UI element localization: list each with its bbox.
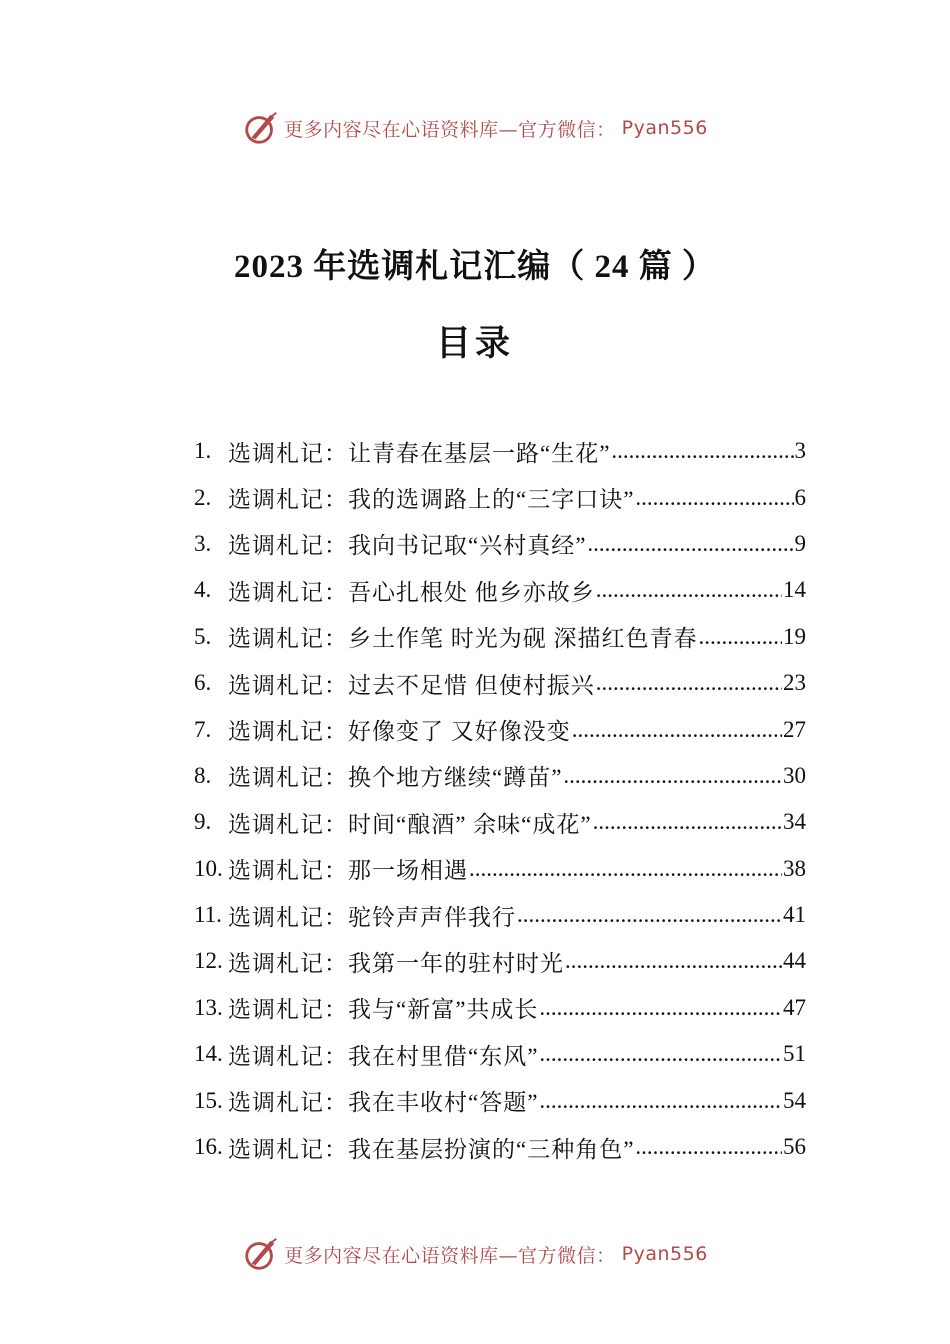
toc-entry-page: 6 xyxy=(794,484,806,510)
toc-entry-page: 14 xyxy=(783,577,806,603)
toc-entry-number: 12. xyxy=(194,948,223,974)
toc-leader-dots xyxy=(611,438,793,464)
toc-entry-number: 3. xyxy=(194,530,212,556)
toc-entry-title: 选调札记：时间“酿酒” 余味“成花” xyxy=(228,811,592,837)
toc-entry-number: 6. xyxy=(194,670,212,696)
toc-entry[interactable] xyxy=(194,614,806,660)
toc-leader-dots xyxy=(517,902,782,928)
toc-leader-dots xyxy=(563,763,782,789)
toc-leader-dots xyxy=(593,809,782,835)
toc-leader-dots xyxy=(596,577,782,603)
toc-entry-title: 选调札记：我与“新富”共成长 xyxy=(228,997,539,1023)
toc-entry[interactable] xyxy=(194,1031,806,1077)
toc-entry-page: 47 xyxy=(783,994,806,1020)
toc-entry[interactable] xyxy=(194,753,806,799)
toc-entry-title: 选调札记：我第一年的驻村时光 xyxy=(228,950,564,976)
toc-entry[interactable] xyxy=(194,1077,806,1123)
toc-entry-title: 选调札记：我在丰收村“答题” xyxy=(228,1090,539,1116)
toc-entry-number: 14. xyxy=(194,1041,223,1067)
toc-entry-number: 15. xyxy=(194,1087,223,1113)
toc-entry-number: 2. xyxy=(194,484,212,510)
toc-entry-title: 选调札记：好像变了 又好像没变 xyxy=(228,719,571,745)
toc-entry[interactable] xyxy=(194,428,806,474)
toc-entry-page: 54 xyxy=(783,1087,806,1113)
toc-entry[interactable] xyxy=(194,474,806,520)
toc-entry-number: 5. xyxy=(194,623,212,649)
toc-leader-dots xyxy=(539,995,782,1021)
toc-entry[interactable] xyxy=(194,846,806,892)
toc-entry-title: 选调札记：乡土作笔 时光为砚 深描红色青春 xyxy=(228,626,698,652)
toc-heading: 目录 xyxy=(435,324,514,363)
toc-entry-title: 选调札记：我向书记取“兴村真经” xyxy=(228,533,587,559)
toc-entry[interactable] xyxy=(194,892,806,938)
toc-leader-dots xyxy=(587,531,793,557)
footer-watermark xyxy=(0,1234,950,1274)
toc-entry[interactable] xyxy=(194,938,806,984)
toc-entry-title: 选调札记：过去不足惜 但使村振兴 xyxy=(228,672,595,698)
toc-entry-page: 30 xyxy=(783,762,806,788)
toc-entry-page: 44 xyxy=(783,948,806,974)
toc-entry-page: 23 xyxy=(783,670,806,696)
toc-entry-page: 41 xyxy=(783,902,806,928)
document-title: 2023 年选调札记汇编（ 24 篇 ） xyxy=(234,249,716,285)
toc-entry-number: 10. xyxy=(194,855,223,881)
header-watermark xyxy=(0,108,950,148)
toc-entry[interactable] xyxy=(194,660,806,706)
quill-pen-logo-icon xyxy=(242,109,280,147)
toc-entry[interactable] xyxy=(194,706,806,752)
toc-leader-dots xyxy=(565,948,782,974)
toc-entry-title: 选调札记：换个地方继续“蹲苗” xyxy=(228,765,563,791)
toc-entry-number: 1. xyxy=(194,438,212,464)
toc-entry-title: 选调札记：让青春在基层一路“生花” xyxy=(228,440,611,466)
watermark-id: Pyan556 xyxy=(621,1243,708,1265)
toc-leader-dots xyxy=(572,717,782,743)
toc-leader-dots xyxy=(699,624,783,650)
toc-leader-dots xyxy=(469,856,782,882)
toc-entry-title: 选调札记：驼铃声声伴我行 xyxy=(228,904,516,930)
toc-leader-dots xyxy=(635,1134,782,1160)
toc-entry-title: 选调札记：我的选调路上的“三字口诀” xyxy=(228,487,635,513)
toc-leader-dots xyxy=(539,1041,782,1067)
toc-entry[interactable] xyxy=(194,521,806,567)
toc-entry-number: 7. xyxy=(194,716,212,742)
toc-entry[interactable] xyxy=(194,985,806,1031)
watermark-text: 更多内容尽在心语资料库—官方微信： xyxy=(284,118,616,141)
toc-entry-page: 19 xyxy=(783,623,806,649)
toc-entry-page: 38 xyxy=(783,855,806,881)
toc-entry-title: 选调札记：吾心扎根处 他乡亦故乡 xyxy=(228,579,595,605)
table-of-contents xyxy=(194,428,806,1170)
watermark-text: 更多内容尽在心语资料库—官方微信： xyxy=(284,1244,616,1267)
quill-pen-logo-icon xyxy=(242,1235,280,1273)
toc-entry-page: 56 xyxy=(783,1134,806,1160)
toc-entry-page: 51 xyxy=(783,1041,806,1067)
toc-entry-number: 9. xyxy=(194,809,212,835)
toc-entry-page: 27 xyxy=(783,716,806,742)
toc-entry-number: 11. xyxy=(194,902,222,928)
toc-entry[interactable] xyxy=(194,567,806,613)
toc-leader-dots xyxy=(539,1088,782,1114)
toc-entry-title: 选调札记：我在基层扮演的“三种角色” xyxy=(228,1136,635,1162)
toc-entry[interactable] xyxy=(194,1124,806,1170)
watermark-id: Pyan556 xyxy=(621,117,708,139)
toc-entry-page: 9 xyxy=(794,530,806,556)
toc-entry-page: 3 xyxy=(794,438,806,464)
toc-entry[interactable] xyxy=(194,799,806,845)
toc-entry-number: 4. xyxy=(194,577,212,603)
toc-entry-title: 选调札记：我在村里借“东风” xyxy=(228,1043,539,1069)
toc-entry-number: 13. xyxy=(194,994,223,1020)
toc-leader-dots xyxy=(635,485,793,511)
toc-entry-page: 34 xyxy=(783,809,806,835)
toc-leader-dots xyxy=(596,670,782,696)
toc-entry-number: 16. xyxy=(194,1134,223,1160)
toc-entry-number: 8. xyxy=(194,762,212,788)
toc-entry-title: 选调札记：那一场相遇 xyxy=(228,858,468,884)
